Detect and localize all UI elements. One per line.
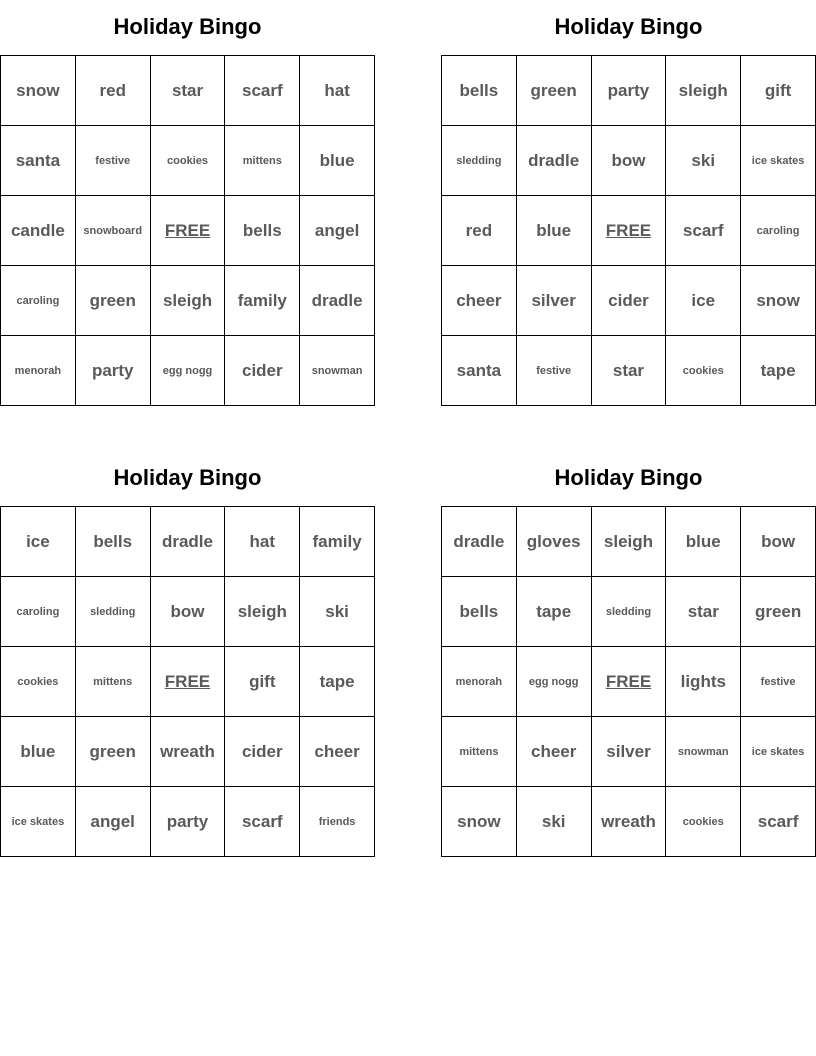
bingo-cell: caroling — [741, 196, 816, 266]
bingo-cell: cider — [225, 717, 300, 787]
bingo-cell: blue — [300, 126, 375, 196]
grid-row — [1, 787, 375, 857]
grid-row — [442, 647, 816, 717]
bingo-cell: bow — [591, 126, 666, 196]
bingo-cell: dradle — [300, 266, 375, 336]
bingo-cell: santa — [442, 336, 517, 406]
bingo-cell: scarf — [741, 787, 816, 857]
bingo-grid — [441, 506, 816, 857]
grid-row — [442, 787, 816, 857]
bingo-cell: snowman — [300, 336, 375, 406]
bingo-cell: cider — [591, 266, 666, 336]
bingo-cell: tape — [300, 647, 375, 717]
bingo-grid — [0, 55, 375, 406]
bingo-cell: sledding — [591, 577, 666, 647]
grid-row — [1, 56, 375, 126]
bingo-cell: angel — [300, 196, 375, 266]
bingo-cell: red — [75, 56, 150, 126]
bingo-cell: star — [150, 56, 225, 126]
bingo-cell: candle — [1, 196, 76, 266]
bingo-cell: bells — [442, 56, 517, 126]
bingo-cell: sledding — [75, 577, 150, 647]
grid-row — [1, 717, 375, 787]
bingo-cell: festive — [516, 336, 591, 406]
bingo-cell: festive — [75, 126, 150, 196]
grid-row — [442, 507, 816, 577]
free-space-cell: FREE — [150, 647, 225, 717]
bingo-cell: caroling — [1, 577, 76, 647]
bingo-cell: scarf — [225, 56, 300, 126]
bingo-cell: wreath — [150, 717, 225, 787]
bingo-cell: party — [75, 336, 150, 406]
grid-row — [442, 266, 816, 336]
bingo-cell: ice skates — [741, 717, 816, 787]
bingo-cell: angel — [75, 787, 150, 857]
bingo-cell: blue — [1, 717, 76, 787]
grid-row — [1, 336, 375, 406]
bingo-cell: snow — [1, 56, 76, 126]
bingo-cell: ski — [300, 577, 375, 647]
bingo-cell: dradle — [150, 507, 225, 577]
bingo-cell: egg nogg — [516, 647, 591, 717]
bingo-cell: red — [442, 196, 517, 266]
bingo-cell: sleigh — [225, 577, 300, 647]
bingo-cell: party — [591, 56, 666, 126]
bingo-cell: ski — [666, 126, 741, 196]
bingo-cell: bow — [150, 577, 225, 647]
bingo-cell: snowboard — [75, 196, 150, 266]
bingo-cell: cheer — [516, 717, 591, 787]
bingo-cell: gift — [225, 647, 300, 717]
bingo-cell: snow — [741, 266, 816, 336]
bingo-cell: green — [75, 717, 150, 787]
bingo-cell: caroling — [1, 266, 76, 336]
bingo-cell: blue — [516, 196, 591, 266]
bingo-cell: wreath — [591, 787, 666, 857]
grid-row — [442, 126, 816, 196]
bingo-cell: sleigh — [591, 507, 666, 577]
grid-row — [1, 647, 375, 717]
bingo-cell: hat — [300, 56, 375, 126]
grid-row — [1, 507, 375, 577]
bingo-cell: snow — [442, 787, 517, 857]
card-title: Holiday Bingo — [113, 14, 262, 39]
bingo-cell: snowman — [666, 717, 741, 787]
card-title: Holiday Bingo — [554, 14, 703, 39]
bingo-cell: family — [300, 507, 375, 577]
bingo-cell: cookies — [150, 126, 225, 196]
free-space-cell: FREE — [591, 647, 666, 717]
bingo-cell: gloves — [516, 507, 591, 577]
bingo-cell: star — [591, 336, 666, 406]
bingo-cell: cheer — [300, 717, 375, 787]
bingo-cell: ice — [1, 507, 76, 577]
bingo-cell: cookies — [666, 336, 741, 406]
grid-row — [1, 126, 375, 196]
bingo-cell: scarf — [666, 196, 741, 266]
bingo-cell: menorah — [442, 647, 517, 717]
grid-row — [1, 196, 375, 266]
bingo-cell: green — [75, 266, 150, 336]
grid-row — [442, 196, 816, 266]
bingo-cell: cider — [225, 336, 300, 406]
bingo-cell: star — [666, 577, 741, 647]
bingo-cell: family — [225, 266, 300, 336]
bingo-cell: tape — [741, 336, 816, 406]
bingo-cell: silver — [591, 717, 666, 787]
bingo-cell: ski — [516, 787, 591, 857]
bingo-cell: ice skates — [741, 126, 816, 196]
bingo-cell: scarf — [225, 787, 300, 857]
free-space-cell: FREE — [150, 196, 225, 266]
bingo-cell: egg nogg — [150, 336, 225, 406]
bingo-cell: green — [516, 56, 591, 126]
grid-row — [1, 577, 375, 647]
bingo-cell: dradle — [442, 507, 517, 577]
bingo-cell: bells — [75, 507, 150, 577]
bingo-cell: sledding — [442, 126, 517, 196]
card-title: Holiday Bingo — [113, 465, 262, 490]
bingo-cell: sleigh — [150, 266, 225, 336]
bingo-cell: cheer — [442, 266, 517, 336]
bingo-cell: santa — [1, 126, 76, 196]
bingo-cell: mittens — [442, 717, 517, 787]
free-space-cell: FREE — [591, 196, 666, 266]
bingo-cell: cookies — [1, 647, 76, 717]
bingo-cell: tape — [516, 577, 591, 647]
bingo-cell: bells — [225, 196, 300, 266]
bingo-cell: cookies — [666, 787, 741, 857]
bingo-cell: mittens — [225, 126, 300, 196]
bingo-cell: hat — [225, 507, 300, 577]
bingo-grid — [0, 506, 375, 857]
bingo-cell: party — [150, 787, 225, 857]
grid-row — [442, 577, 816, 647]
grid-row — [442, 336, 816, 406]
bingo-cell: bells — [442, 577, 517, 647]
bingo-cell: ice — [666, 266, 741, 336]
bingo-cell: bow — [741, 507, 816, 577]
bingo-cell: silver — [516, 266, 591, 336]
bingo-cell: friends — [300, 787, 375, 857]
bingo-cell: mittens — [75, 647, 150, 717]
bingo-cell: dradle — [516, 126, 591, 196]
bingo-cell: menorah — [1, 336, 76, 406]
grid-row — [442, 717, 816, 787]
bingo-cell: festive — [741, 647, 816, 717]
card-title: Holiday Bingo — [554, 465, 703, 490]
bingo-cell: gift — [741, 56, 816, 126]
bingo-cell: ice skates — [1, 787, 76, 857]
bingo-cell: lights — [666, 647, 741, 717]
bingo-cell: blue — [666, 507, 741, 577]
grid-row — [442, 56, 816, 126]
grid-row — [1, 266, 375, 336]
bingo-grid — [441, 55, 816, 406]
bingo-cell: sleigh — [666, 56, 741, 126]
bingo-cell: green — [741, 577, 816, 647]
